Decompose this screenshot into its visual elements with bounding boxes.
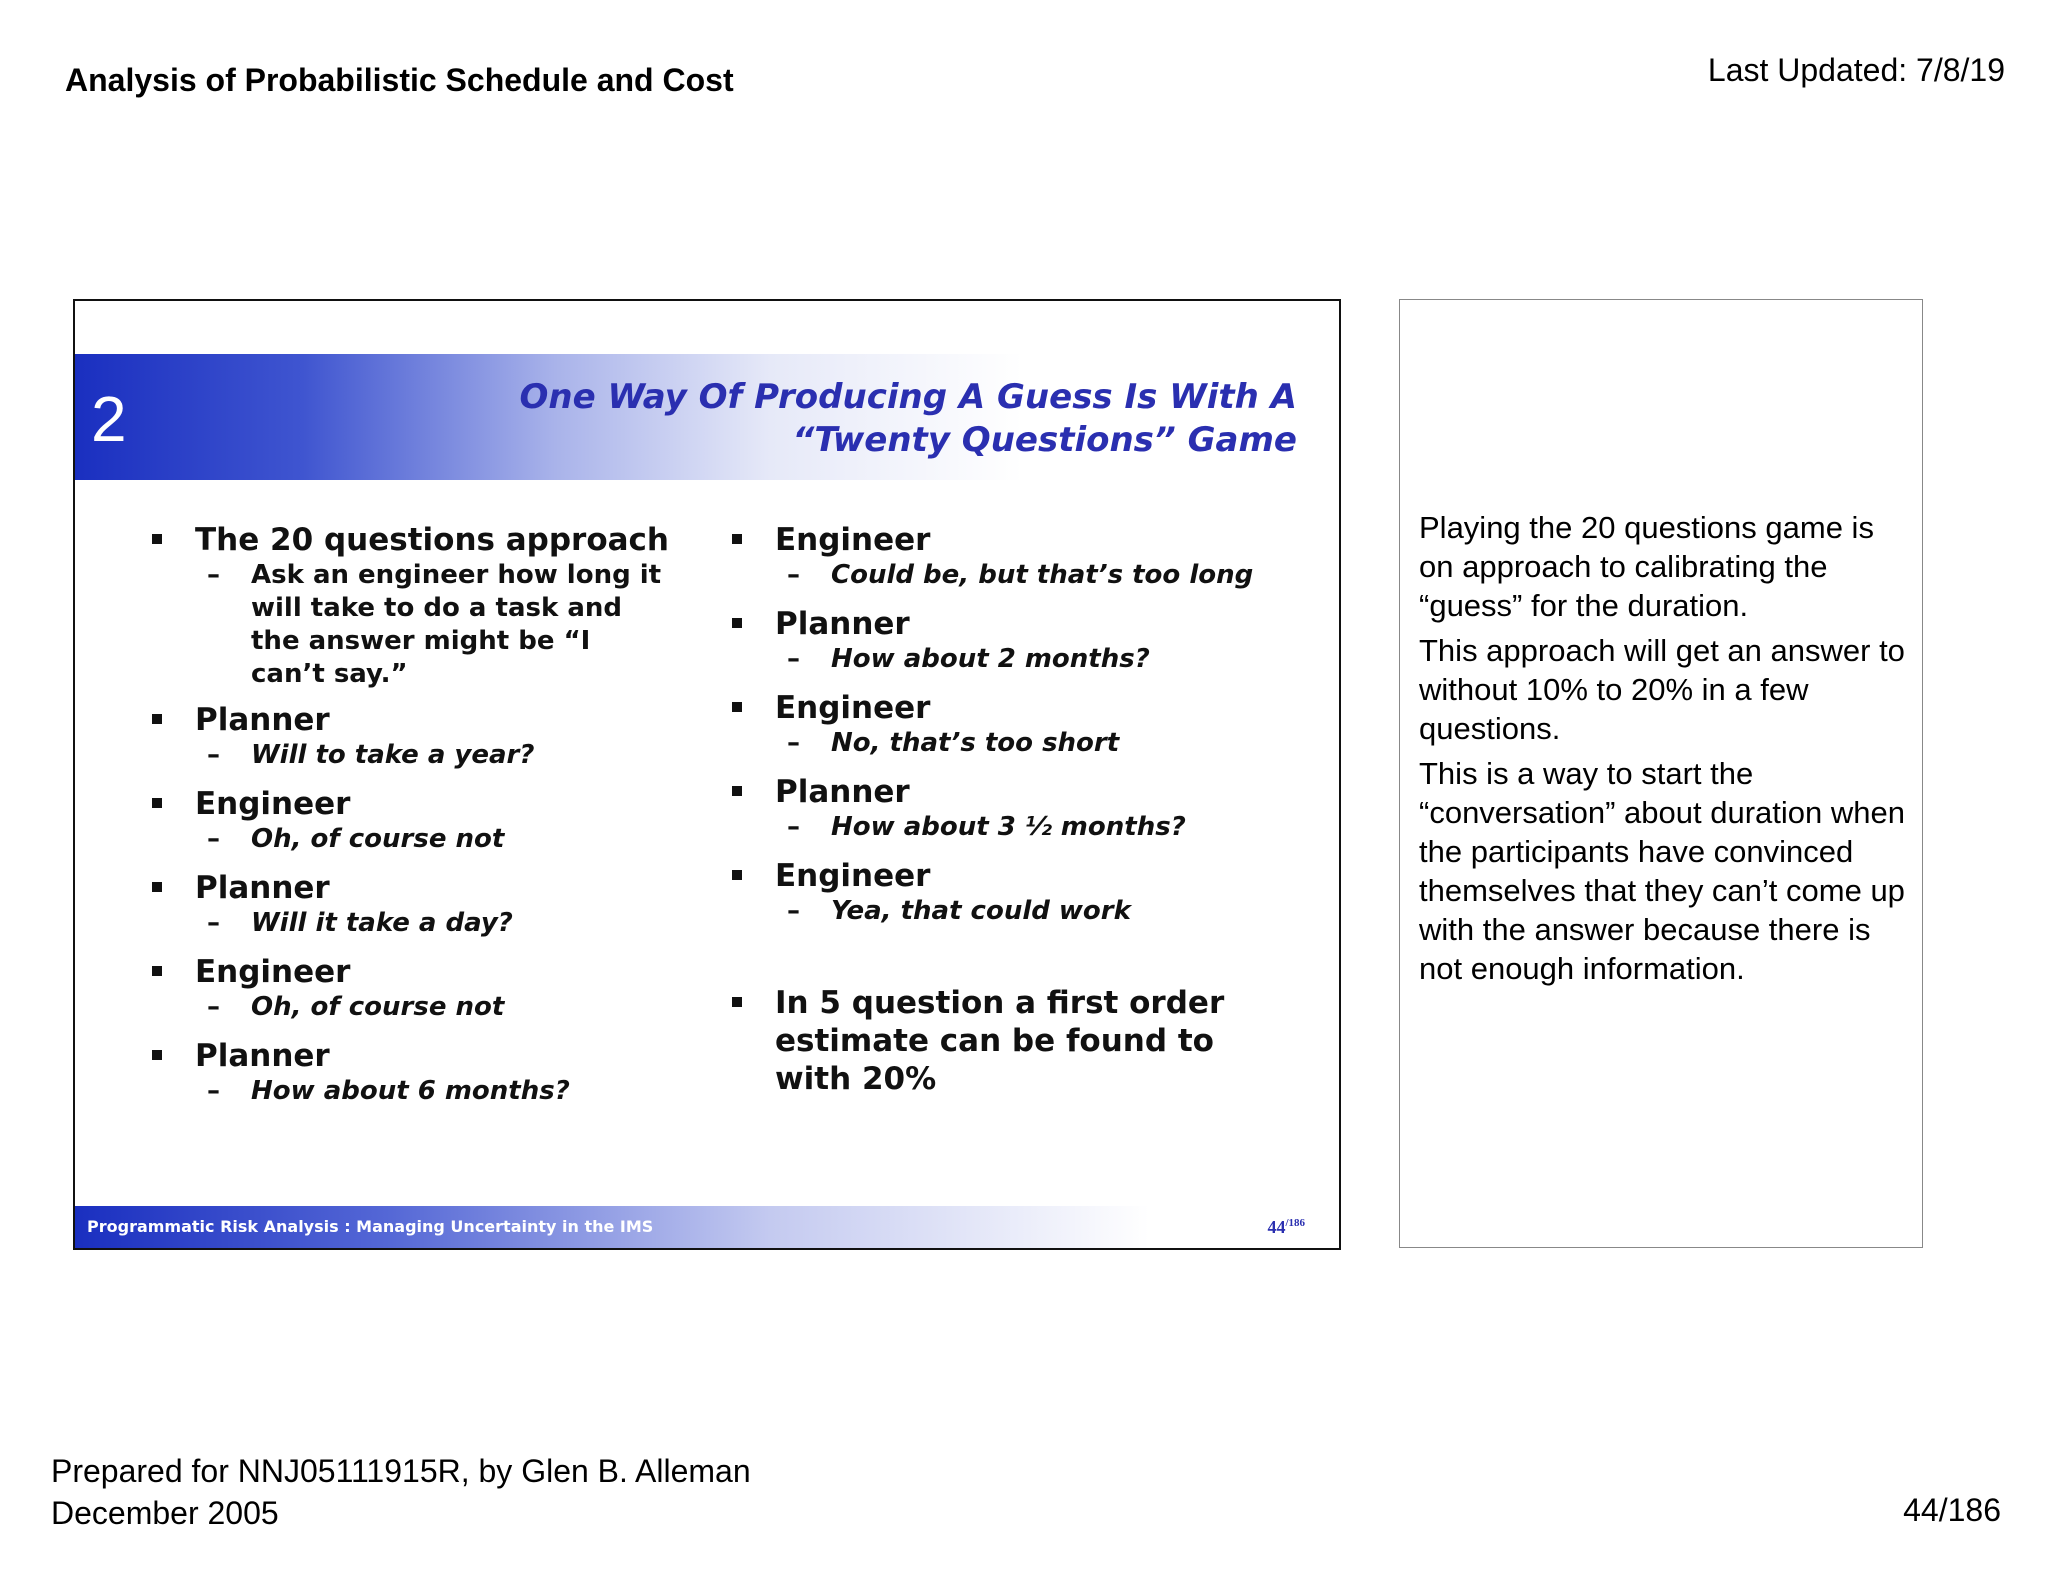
prepared-date: December 2005 (51, 1495, 279, 1531)
sub-item: – Will it take a day? (150, 907, 670, 940)
slide-title-line2: “Twenty Questions” Game (792, 420, 1297, 460)
notes-paragraph: This approach will get an answer to without 10% to 20% in a few questions. (1419, 633, 1905, 746)
notes-panel (1399, 299, 1923, 1248)
bullet-item: The 20 questions approach (150, 521, 670, 559)
slide-header (75, 354, 1339, 480)
sub-item: – Ask an engineer how long it will take to do a task and the answer might be “I can’t say.” (150, 559, 670, 691)
sub-item: – Oh, of course not (150, 823, 670, 856)
slide-page-current: 44 (1267, 1217, 1286, 1237)
bullet-item: Planner (730, 773, 1290, 811)
slide-footer-text: Programmatic Risk Analysis : Managing Uncertainty in the IMS (87, 1217, 654, 1236)
slide-image (73, 299, 1341, 1250)
notes-paragraph: Playing the 20 questions game is on approach to calibrating the “guess” for the duration. (1419, 510, 1874, 623)
sub-item: – How about 3 ½ months? (730, 811, 1290, 844)
notes-text (1419, 508, 1909, 994)
page-number: 44/186 (1903, 1492, 2001, 1528)
bullet-item: Engineer (730, 689, 1290, 727)
bullet-item: Engineer (730, 857, 1290, 895)
slide-title-line1: One Way Of Producing A Guess Is With A (519, 377, 1297, 417)
prepared-line: Prepared for NNJ05111915R, by Glen B. Alleman (51, 1453, 751, 1489)
slide-title (520, 376, 1297, 462)
sub-item: – Oh, of course not (150, 991, 670, 1024)
prepared-by (51, 1450, 751, 1534)
slide-number: 2 (91, 383, 127, 455)
sub-item: – No, that’s too short (730, 727, 1290, 760)
bullet-item: Engineer (150, 953, 670, 991)
slide-left-column (150, 521, 670, 1108)
document-title: Analysis of Probabilistic Schedule and Cost (65, 62, 734, 98)
slide-page-total: /186 (1285, 1217, 1305, 1229)
bullet-item: In 5 question a first order estimate can be found to with 20% (730, 984, 1290, 1098)
bullet-item: Planner (150, 701, 670, 739)
slide-page-number (1267, 1217, 1305, 1238)
last-updated: Last Updated: 7/8/19 (1707, 52, 2005, 88)
bullet-item: Planner (730, 605, 1290, 643)
bullet-item: Engineer (150, 785, 670, 823)
sub-item: – How about 2 months? (730, 643, 1290, 676)
slide-footer (75, 1206, 1339, 1248)
slide-right-column (730, 521, 1290, 1098)
sub-item: – Yea, that could work (730, 895, 1290, 928)
bullet-item: Planner (150, 1037, 670, 1075)
sub-item: – How about 6 months? (150, 1075, 670, 1108)
bullet-item: Planner (150, 869, 670, 907)
bullet-item: Engineer (730, 521, 1290, 559)
sub-item: – Could be, but that’s too long (730, 559, 1290, 592)
notes-paragraph: This is a way to start the “conversation” about duration when the participants have convinced themselves that they can’t come up with the answer because there is not enough information. (1419, 756, 1905, 986)
sub-item: – Will to take a year? (150, 739, 670, 772)
